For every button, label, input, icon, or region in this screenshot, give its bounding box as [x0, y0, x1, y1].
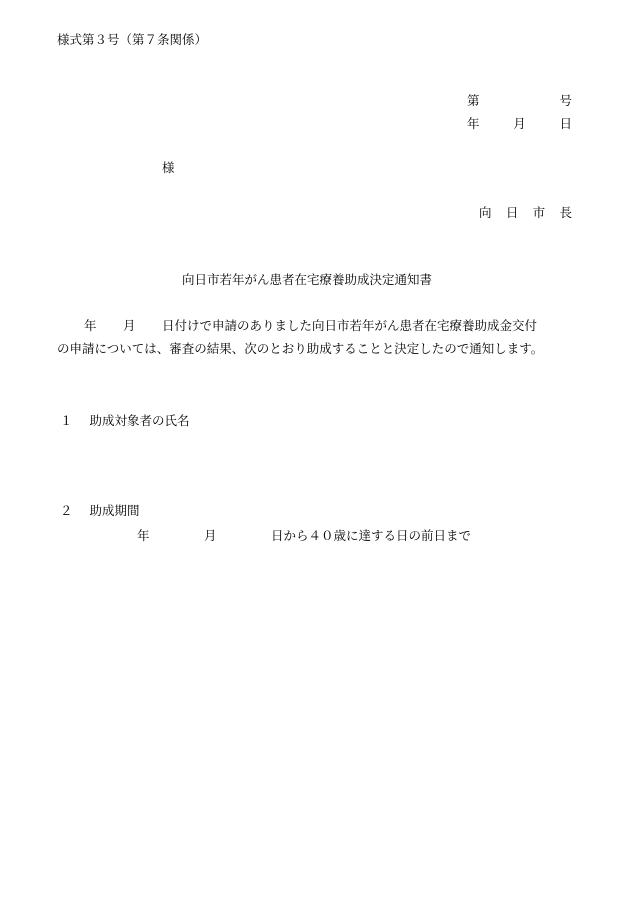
date-day: 日 — [559, 116, 572, 131]
item-1 — [60, 412, 190, 430]
issuer-char: 日 — [505, 205, 519, 220]
item-number: ２ — [60, 503, 73, 518]
addressee-suffix: 様 — [162, 160, 175, 175]
number-suffix: 号 — [559, 93, 572, 108]
form-label: 様式第３号（第７条関係） — [57, 32, 208, 47]
document-title: 向日市若年がん患者在宅療養助成決定通知書 — [182, 272, 433, 287]
issuer — [479, 204, 572, 222]
period-rest: 日から４０歳に達する日の前日まで — [271, 528, 472, 543]
item-label: 助成期間 — [89, 503, 140, 518]
period-year: 年 — [137, 528, 150, 543]
item-number: １ — [60, 413, 73, 428]
number-line — [467, 92, 572, 110]
issuer-char: 長 — [559, 205, 572, 220]
date-year: 年 — [467, 116, 480, 131]
item-label: 助成対象者の氏名 — [89, 413, 190, 428]
issuer-char: 市 — [532, 205, 546, 220]
body-month: 月 — [123, 318, 136, 333]
body-line2: の申請については、審査の結果、次のとおり助成することと決定したので通知します。 — [57, 341, 544, 356]
body-line1-rest: 日付けで申請のありました向日市若年がん患者在宅療養助成金交付 — [162, 318, 538, 333]
date-line — [467, 115, 572, 133]
body-year: 年 — [84, 318, 97, 333]
number-prefix: 第 — [467, 93, 480, 108]
date-month: 月 — [513, 116, 526, 131]
issuer-char: 向 — [479, 205, 492, 220]
item-2 — [60, 502, 140, 520]
period-month: 月 — [204, 528, 217, 543]
